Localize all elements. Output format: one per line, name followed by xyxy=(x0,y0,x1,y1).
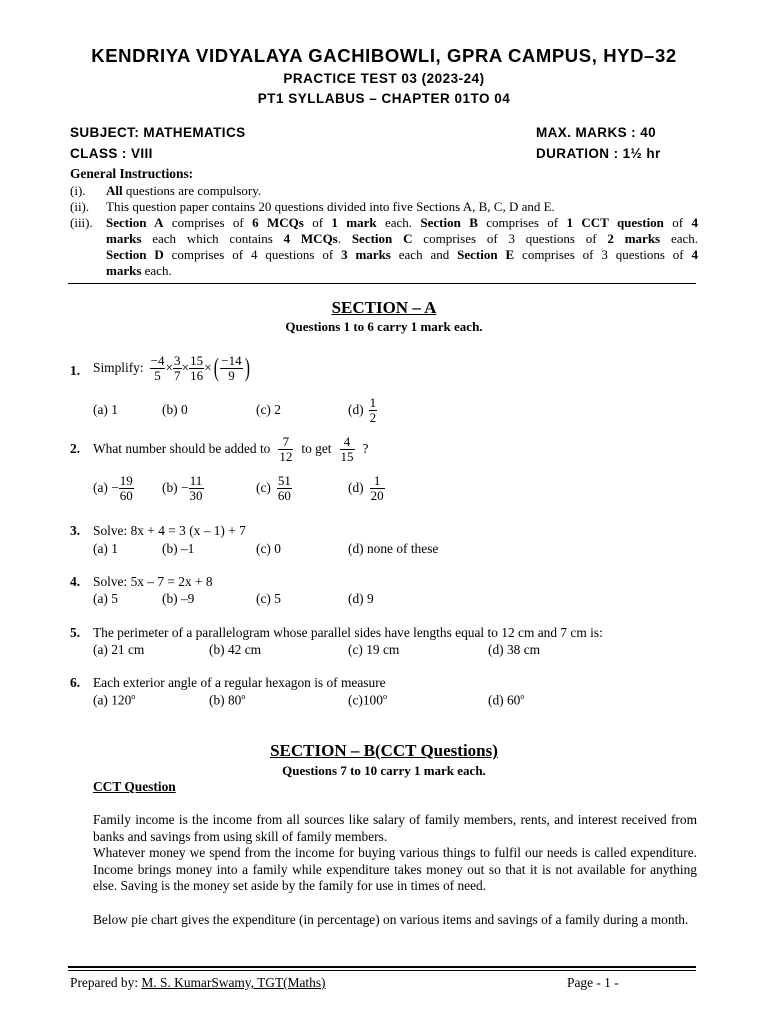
q3-option-a: (a) 1 xyxy=(93,541,118,556)
q2-option-c-label: (c) xyxy=(256,480,271,495)
instruction-text-segment: comprises of 4 questions of xyxy=(163,247,342,262)
q1-prefix: Simplify: xyxy=(93,360,144,375)
instruction-text-segment: each. xyxy=(660,231,699,246)
q2-fraction-2: $\frac{4}{15}$ xyxy=(340,433,354,464)
instruction-text-segment: 1 mark xyxy=(331,215,377,230)
footer-rule-thick xyxy=(68,966,696,968)
q2-question xyxy=(93,431,368,467)
instruction-text-segment: Section A xyxy=(106,215,164,230)
q1-expression xyxy=(93,348,251,388)
q4-option-b: (b) –9 xyxy=(162,591,195,606)
footer-rule-thin xyxy=(68,970,696,971)
q6-option-d xyxy=(488,692,524,708)
q2-option-c-fraction: $\frac{51}{60}$ xyxy=(277,472,291,503)
q2-text-3: ? xyxy=(362,441,369,456)
q6-number: 6. xyxy=(70,675,81,690)
instruction-text-segment: of xyxy=(663,215,692,230)
instruction-text-segment: comprises of xyxy=(163,215,253,230)
instruction-text-segment: marks xyxy=(106,263,142,278)
duration-label: DURATION : 1½ hr xyxy=(536,146,661,161)
instruction-text-segment: Section D xyxy=(106,247,164,262)
instruction-i-bold: All xyxy=(106,183,123,198)
cct-paragraph-1: Family income is the income from all sources like salary of family members, rents, and interest received from banks and savings from using skill of family members. xyxy=(93,812,697,844)
q5-number: 5. xyxy=(70,625,81,640)
instruction-ii-number: (ii). xyxy=(70,199,90,214)
q1-fraction-4: $\frac{-14}{9}$ xyxy=(221,352,242,383)
cct-paragraph-2: Whatever money we spend from the income for buying various things to fulfil our needs is called expenditure. Income brings money into a family while expenditure takes money out so that it is not available for anything else. Saving is the money set aside by the family for use in times of need. xyxy=(93,845,697,894)
footer-prepared xyxy=(70,975,326,991)
school-name: KENDRIYA VIDYALAYA GACHIBOWLI, GPRA CAMPUS, HYD–32 xyxy=(91,45,677,66)
instruction-text-segment: 4 xyxy=(691,215,698,230)
instruction-text-segment: each. xyxy=(141,263,172,278)
section-b-subtitle: Questions 7 to 10 carry 1 mark each. xyxy=(282,763,486,778)
syllabus-line: PT1 SYLLABUS – CHAPTER 01TO 04 xyxy=(257,91,511,106)
q6-option-d-value: (d) 60 xyxy=(488,692,521,708)
instruction-i-number: (i). xyxy=(70,183,86,198)
cct-paragraph-3: Below pie chart gives the expenditure (in percentage) on various items and savings of a family during a month. xyxy=(93,912,689,927)
q4-option-c: (c) 5 xyxy=(256,591,281,606)
instruction-text-segment: Section C xyxy=(351,231,413,246)
q5-option-b: (b) 42 cm xyxy=(209,642,262,657)
q5-option-a: (a) 21 cm xyxy=(93,642,145,657)
instruction-text-segment: 3 marks xyxy=(341,247,391,262)
instructions-divider xyxy=(68,283,696,284)
times-sign: × xyxy=(181,360,190,375)
q5-option-d: (d) 38 cm xyxy=(488,642,541,657)
q1-fraction-3: $\frac{15}{16}$ xyxy=(190,352,204,383)
q3-option-c: (c) 0 xyxy=(256,541,281,556)
page-number: Page - 1 - xyxy=(567,975,619,990)
instruction-text-segment: each. xyxy=(376,215,421,230)
times-sign: × xyxy=(204,360,212,375)
q2-option-c xyxy=(256,470,292,506)
max-marks-label: MAX. MARKS : 40 xyxy=(536,125,657,140)
instruction-iii-line-1 xyxy=(106,215,698,231)
q2-option-b xyxy=(162,470,204,506)
q1-fraction-1: $\frac{-4}{5}$ xyxy=(150,352,165,383)
q2-text-2: to get xyxy=(301,441,332,456)
instruction-text-segment: 1 CCT question xyxy=(566,215,664,230)
instruction-text-segment: comprises of 3 questions of xyxy=(514,247,692,262)
instruction-text-segment: comprises of xyxy=(477,215,567,230)
q4-question: Solve: 5x – 7 = 2x + 8 xyxy=(93,574,213,589)
q2-option-a xyxy=(93,470,134,506)
q5-option-c: (c) 19 cm xyxy=(348,642,400,657)
prepared-by-name: M. S. KumarSwamy, TGT(Maths) xyxy=(141,975,326,990)
q2-option-d-fraction: $\frac{1}{20}$ xyxy=(370,472,384,503)
q1-option-c: (c) 2 xyxy=(256,402,281,417)
times-sign: × xyxy=(165,360,174,375)
instructions-heading: General Instructions: xyxy=(70,166,194,181)
degree-sign: o xyxy=(382,692,387,701)
q1-option-d-label: (d) xyxy=(348,402,364,417)
cct-heading: CCT Question xyxy=(93,779,176,794)
q4-option-a: (a) 5 xyxy=(93,591,118,606)
degree-sign: o xyxy=(131,692,136,701)
q6-option-c xyxy=(348,692,387,708)
q6-option-a-value: (a) 120 xyxy=(93,692,132,708)
class-label: CLASS : VIII xyxy=(70,146,153,161)
instruction-text-segment: 4 xyxy=(691,247,698,262)
q6-option-c-value: (c)100 xyxy=(348,692,383,708)
prepared-by-label: Prepared by: xyxy=(70,975,139,990)
q2-option-b-label: (b) − xyxy=(162,480,189,495)
q3-option-b: (b) –1 xyxy=(162,541,195,556)
degree-sign: o xyxy=(520,692,525,701)
instruction-text-segment: comprises of 3 questions of xyxy=(412,231,608,246)
instruction-text-segment: 6 MCQs xyxy=(252,215,304,230)
subject-label: SUBJECT: MATHEMATICS xyxy=(70,125,246,140)
q1-number: 1. xyxy=(70,363,81,378)
q4-number: 4. xyxy=(70,574,81,589)
instruction-iii-line-2 xyxy=(106,231,698,247)
instruction-text-segment: 4 MCQs xyxy=(283,231,338,246)
q1-fraction-2: $\frac{3}{7}$ xyxy=(174,352,181,383)
q2-option-a-label: (a) − xyxy=(93,480,119,495)
degree-sign: o xyxy=(241,692,246,701)
q6-option-b xyxy=(209,692,245,708)
instruction-i xyxy=(106,183,261,199)
q1-option-d xyxy=(348,394,377,426)
q1-option-d-fraction: $\frac{1}{2}$ xyxy=(369,394,377,425)
instruction-text-segment: 2 marks xyxy=(607,231,661,246)
instruction-text-segment: . xyxy=(337,231,352,246)
q2-option-b-fraction: $\frac{11}{30}$ xyxy=(189,472,203,503)
q3-option-d: (d) none of these xyxy=(348,541,439,556)
q6-question: Each exterior angle of a regular hexagon is of measure xyxy=(93,675,386,690)
section-b-title: SECTION – B(CCT Questions) xyxy=(270,741,498,760)
instruction-i-rest: questions are compulsory. xyxy=(122,183,262,198)
q3-question: Solve: 8x + 4 = 3 (x – 1) + 7 xyxy=(93,523,246,538)
q2-option-d xyxy=(348,470,385,506)
q3-number: 3. xyxy=(70,523,81,538)
q2-text-1: What number should be added to xyxy=(93,441,271,456)
right-paren: ) xyxy=(244,353,250,382)
q1-option-b: (b) 0 xyxy=(162,402,188,417)
q2-number: 2. xyxy=(70,441,81,456)
q2-option-a-fraction: $\frac{19}{60}$ xyxy=(119,472,133,503)
q6-option-b-value: (b) 80 xyxy=(209,692,242,708)
q4-option-d: (d) 9 xyxy=(348,591,374,606)
instruction-text-segment: Section E xyxy=(457,247,515,262)
instruction-iii-number: (iii). xyxy=(70,215,93,230)
q2-fraction-1: $\frac{7}{12}$ xyxy=(279,433,293,464)
instruction-text-segment: marks xyxy=(106,231,142,246)
instruction-iii-line-4 xyxy=(106,263,172,279)
q2-option-d-label: (d) xyxy=(348,480,364,495)
q6-option-a xyxy=(93,692,135,708)
instruction-iii-line-3 xyxy=(106,247,698,263)
q5-question: The perimeter of a parallelogram whose parallel sides have lengths equal to 12 cm and 7 cm is: xyxy=(93,625,603,640)
instruction-text-segment: Section B xyxy=(420,215,478,230)
q1-option-a: (a) 1 xyxy=(93,402,118,417)
instruction-text-segment: each which contains xyxy=(141,231,284,246)
section-a-title: SECTION – A xyxy=(331,298,437,317)
test-title: PRACTICE TEST 03 (2023-24) xyxy=(283,71,485,86)
left-paren: ( xyxy=(213,353,219,382)
instruction-text-segment: each and xyxy=(390,247,458,262)
section-a-subtitle: Questions 1 to 6 carry 1 mark each. xyxy=(285,319,483,334)
instruction-ii: This question paper contains 20 questions divided into five Sections A, B, C, D and E. xyxy=(106,199,555,214)
instruction-text-segment: of xyxy=(303,215,332,230)
